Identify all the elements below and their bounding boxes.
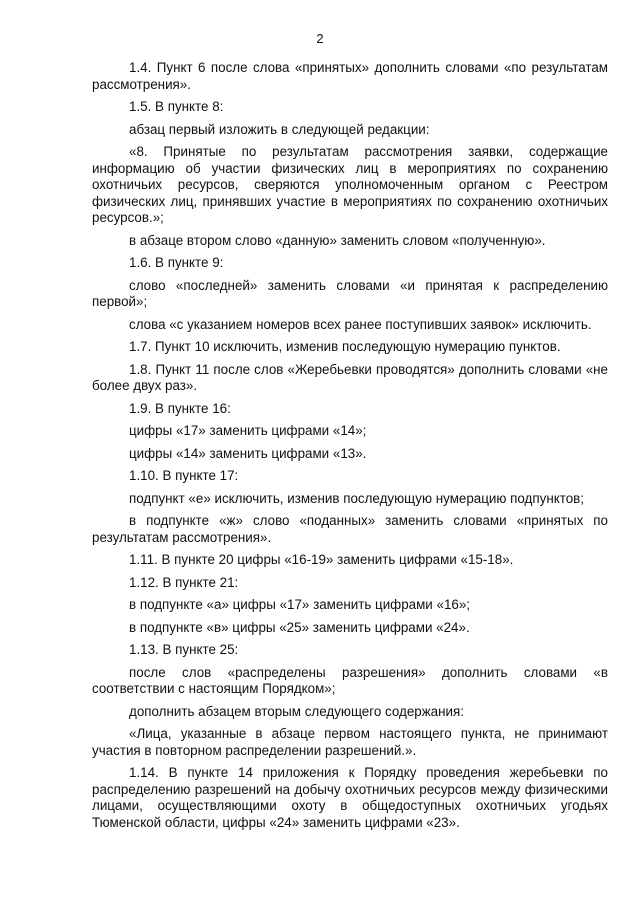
paragraph-1-6-word-replace: слово «последней» заменить словами «и принятая к распределению первой»;: [92, 277, 608, 309]
paragraph-1-10-subpoint-e: подпункт «е» исключить, изменив последующую нумерацию подпунктов;: [129, 490, 584, 506]
paragraph-1-13-quote: «Лица, указанные в абзаце первом настоящего пункта, не принимают участия в повторном распределении разрешений.».: [92, 726, 608, 758]
paragraph-1-5-second-abzac: в абзаце втором слово «данную» заменить словом «полученную».: [129, 232, 546, 248]
paragraph-1-13-after-words: после слов «распределены разрешения» дополнить словами «в соответствии с настоящим Порядком»;: [92, 664, 608, 696]
paragraph-1-7: 1.7. Пункт 10 исключить, изменив последующую нумерацию пунктов.: [129, 339, 561, 354]
paragraph-1-8: 1.8. Пункт 11 после слов «Жеребьевки проводятся» дополнить словами «не более двух раз».: [92, 361, 608, 393]
paragraph-1-13-add-abzac: дополнить абзацем вторым следующего содержания:: [129, 703, 464, 719]
paragraph-1-9: 1.9. В пункте 16:: [129, 400, 231, 416]
paragraph-1-12-subpoint-v: в подпункте «в» цифры «25» заменить цифрами «24».: [129, 619, 470, 635]
paragraph-1-10-subpoint-zh: в подпункте «ж» слово «поданных» заменить словами «принятых по результатам рассмотрения».: [92, 513, 608, 545]
paragraph-1-6-words-exclude: слова «с указанием номеров всех ранее поступивших заявок» исключить.: [129, 316, 592, 332]
paragraph-1-5-quote: «8. Принятые по результатам рассмотрения заявки, содержащие информацию об участии физических лиц в мероприятиях по сохранению охотничьих ресурсов, сверяются уполномоченным органом с Реестром физических лиц, принявших участие в мероприятиях по сохранению охотничьих ресурсов.»;: [92, 144, 608, 225]
paragraph-1-6: 1.6. В пункте 9:: [129, 255, 224, 270]
paragraph-1-12-subpoint-a: в подпункте «а» цифры «17» заменить цифрами «16»;: [129, 597, 471, 612]
paragraph-1-12: 1.12. В пункте 21:: [129, 574, 239, 590]
paragraph-1-4: 1.4. Пункт 6 после слова «принятых» дополнить словами «по результатам рассмотрения».: [92, 60, 608, 92]
paragraph-1-9-digits-14: цифры «14» заменить цифрами «13».: [129, 445, 367, 461]
paragraph-1-5: 1.5. В пункте 8:: [129, 99, 224, 114]
page-number: 2: [316, 31, 324, 46]
paragraph-1-14: 1.14. В пункте 14 приложения к Порядку проведения жеребьевки по распределению разрешений на добычу охотничьих ресурсов между физическими лицами, осуществляющими охоту в общедоступных охотничьих угодьях Тюменской области, цифры «24» заменить цифрами «23».: [92, 765, 608, 830]
paragraph-1-5-first-abzac: абзац первый изложить в следующей редакции:: [129, 121, 430, 137]
paragraph-1-11: 1.11. В пункте 20 цифры «16-19» заменить цифрами «15-18».: [129, 552, 514, 567]
paragraph-1-10: 1.10. В пункте 17:: [129, 468, 239, 483]
paragraph-1-9-digits-17: цифры «17» заменить цифрами «14»;: [129, 423, 367, 438]
document-body: [92, 60, 608, 837]
paragraph-1-13: 1.13. В пункте 25:: [129, 642, 239, 657]
